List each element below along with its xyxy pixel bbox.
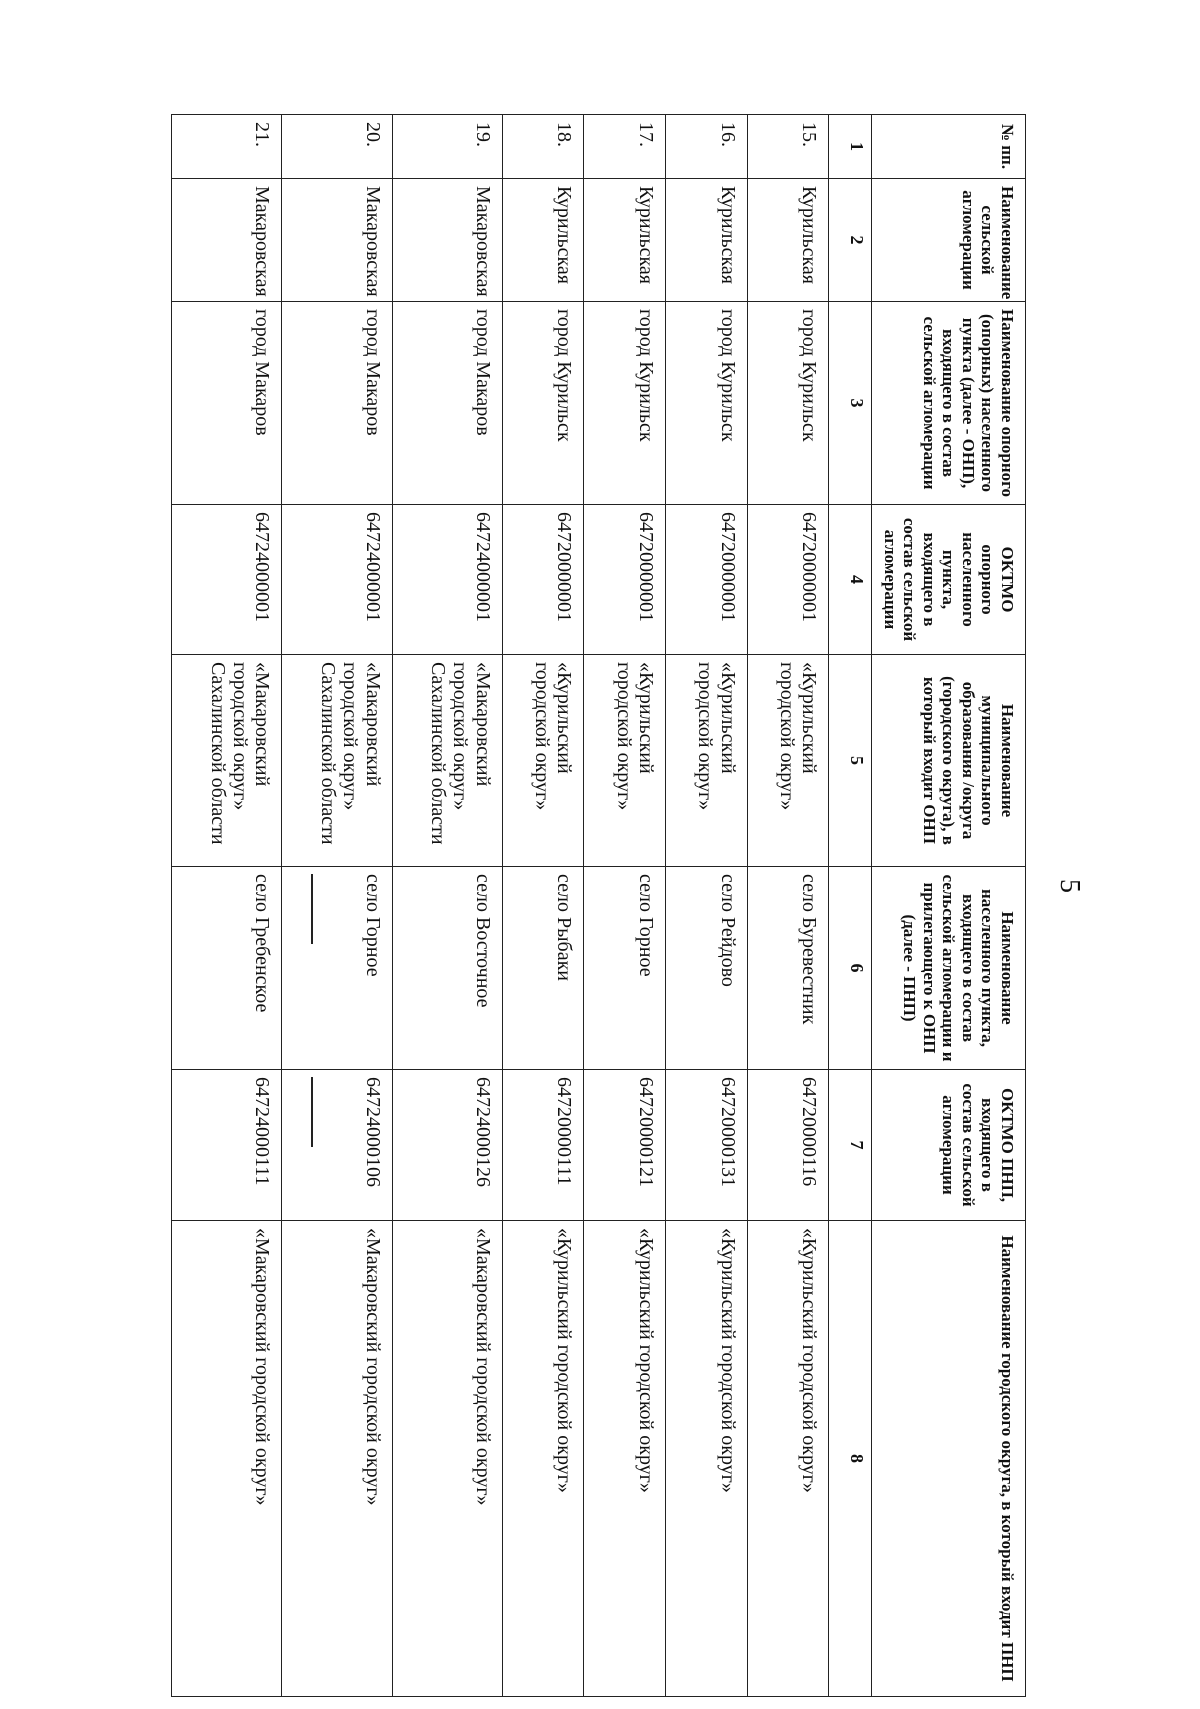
header-pnp-district: Наименование городского округа, в который входит ПНП: [872, 1221, 1026, 1697]
onp-municipality: «Макаровский городской округ» Сахалинской области: [392, 655, 502, 867]
header-pnp-oktmo: ОКТМО ПНП, входящего в состав сельской агломерации: [872, 1070, 1026, 1221]
onp-oktmo: 64720000001: [747, 505, 829, 655]
pnp-oktmo: 64720000131: [666, 1070, 748, 1221]
pnp-name: село Горное: [584, 867, 666, 1070]
pnp-oktmo: 64724000111: [172, 1070, 282, 1221]
onp-name: город Макаров: [172, 302, 282, 505]
onp-oktmo: 64720000001: [584, 505, 666, 655]
onp-oktmo: 64724000001: [282, 505, 392, 655]
pnp-oktmo: [282, 1070, 392, 1221]
onp-oktmo: 64724000001: [172, 505, 282, 655]
header-row: [872, 115, 1026, 1697]
table-row: [666, 115, 748, 1697]
pnp-name: село Буревестник: [747, 867, 829, 1070]
pnp-district: «Макаровский городской округ»: [392, 1221, 502, 1697]
pnp-name: [282, 867, 392, 1070]
agglomeration-name: Курильская: [747, 179, 829, 302]
page-number: 5: [1054, 879, 1085, 893]
table-row: [502, 115, 584, 1697]
pnp-name: село Гребенское: [172, 867, 282, 1070]
pnp-oktmo: 64720000121: [584, 1070, 666, 1221]
column-number: 1: [829, 115, 872, 179]
rotated-table-wrapper: [171, 114, 1026, 1696]
column-number: 5: [829, 655, 872, 867]
table-row: [392, 115, 502, 1697]
header-onp-municipality: Наименование муниципального образования /округа (городского округа), в который входит ОНП: [872, 655, 1026, 867]
agglomeration-name: Курильская: [584, 179, 666, 302]
row-number: 17.: [584, 115, 666, 179]
pnp-name: село Рейдово: [666, 867, 748, 1070]
onp-name: город Курильск: [666, 302, 748, 505]
onp-oktmo: 64724000001: [392, 505, 502, 655]
table-row: [584, 115, 666, 1697]
onp-municipality: «Курильский городской округ»: [584, 655, 666, 867]
agglomeration-name: Курильская: [502, 179, 584, 302]
onp-oktmo: 64720000001: [502, 505, 584, 655]
onp-name: город Макаров: [282, 302, 392, 505]
header-onp: Наименование опорного (опорных) населенного пункта (далее - ОНП), входящего в состав сельской агломерации: [872, 302, 1026, 505]
pnp-district: «Курильский городской округ»: [502, 1221, 584, 1697]
pnp-district: «Курильский городской округ»: [666, 1221, 748, 1697]
handwritten-dash-mark: [311, 1077, 313, 1147]
row-number: 16.: [666, 115, 748, 179]
column-number: 2: [829, 179, 872, 302]
row-number: 21.: [172, 115, 282, 179]
header-pnp: Наименование населенного пункта, входящего в состав сельской агломерации и прилегающего к ОНП (далее - ПНП): [872, 867, 1026, 1070]
pnp-oktmo: 64720000116: [747, 1070, 829, 1221]
header-agglomeration: Наименование сельской агломерации: [872, 179, 1026, 302]
agglomeration-table: [171, 114, 1026, 1697]
row-number: 19.: [392, 115, 502, 179]
onp-municipality: «Курильский городской округ»: [666, 655, 748, 867]
agglomeration-name: Макаровская: [392, 179, 502, 302]
row-number: 15.: [747, 115, 829, 179]
agglomeration-name: Макаровская: [172, 179, 282, 302]
table-row: [747, 115, 829, 1697]
onp-municipality: «Макаровский городской округ» Сахалинской области: [172, 655, 282, 867]
pnp-name: село Рыбаки: [502, 867, 584, 1070]
table-row: [172, 115, 282, 1697]
pnp-oktmo-text: 64724000106: [361, 1077, 384, 1187]
onp-oktmo: 64720000001: [666, 505, 748, 655]
pnp-district: «Макаровский городской округ»: [172, 1221, 282, 1697]
onp-municipality: «Курильский городской округ»: [502, 655, 584, 867]
pnp-district: «Макаровский городской округ»: [282, 1221, 392, 1697]
column-number: 7: [829, 1070, 872, 1221]
onp-municipality: «Курильский городской округ»: [747, 655, 829, 867]
row-number: 18.: [502, 115, 584, 179]
pnp-name-text: село Горное: [361, 874, 384, 977]
agglomeration-name: Макаровская: [282, 179, 392, 302]
header-onp-oktmo: ОКТМО опорного населенного пункта, входящего в состав сельской агломерации: [872, 505, 1026, 655]
pnp-name: село Восточное: [392, 867, 502, 1070]
pnp-oktmo: 64724000126: [392, 1070, 502, 1221]
onp-name: город Макаров: [392, 302, 502, 505]
pnp-district: «Курильский городской округ»: [747, 1221, 829, 1697]
row-number: 20.: [282, 115, 392, 179]
column-number-row: [829, 115, 872, 1697]
column-number: 8: [829, 1221, 872, 1697]
handwritten-dash-mark: [311, 874, 313, 944]
column-number: 6: [829, 867, 872, 1070]
onp-name: город Курильск: [747, 302, 829, 505]
onp-name: город Курильск: [584, 302, 666, 505]
pnp-district: «Курильский городской округ»: [584, 1221, 666, 1697]
agglomeration-name: Курильская: [666, 179, 748, 302]
onp-municipality: «Макаровский городской округ» Сахалинской области: [282, 655, 392, 867]
column-number: 3: [829, 302, 872, 505]
header-num: № пп.: [872, 115, 1026, 179]
onp-name: город Курильск: [502, 302, 584, 505]
table-row: [282, 115, 392, 1697]
pnp-oktmo: 64720000111: [502, 1070, 584, 1221]
column-number: 4: [829, 505, 872, 655]
